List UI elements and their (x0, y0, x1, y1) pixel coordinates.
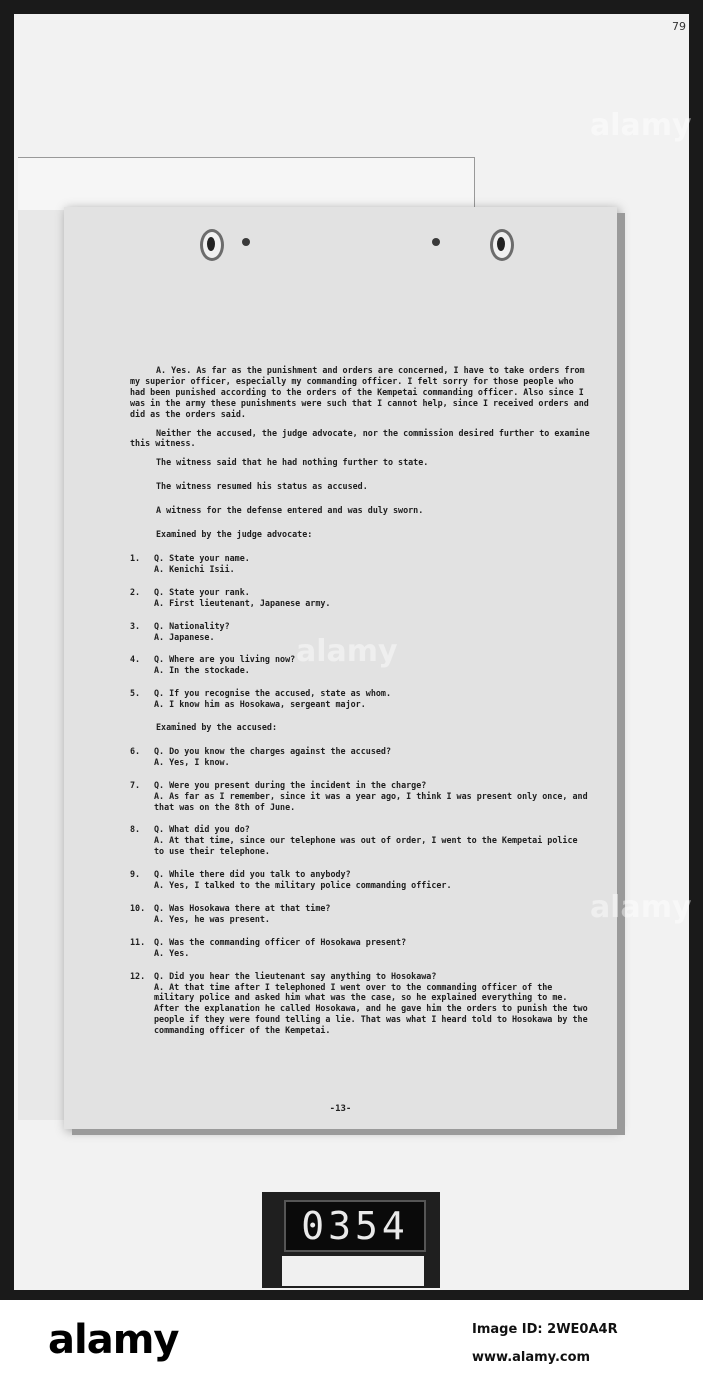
corner-mark: 79 (672, 20, 686, 33)
question: Q. Were you present during the incident in the charge? (154, 779, 427, 790)
watermark: alamy (590, 108, 692, 143)
answer: A. At that time after I telephoned I went over to the commanding officer of the military police and asked him what was the case, so he explained everything to me. After the explanation he called Hosokawa, and he gave him the orders to punish the two people if they were found telling a lie. That was what I heard told to Hosokawa by the commanding officer of the Kempetai. (154, 981, 588, 1036)
image-id: Image ID: 2WE0A4R (472, 1322, 618, 1337)
qa-number: 3. (130, 620, 141, 631)
qa-number: 10. (130, 903, 146, 913)
qa-item (130, 869, 590, 891)
question: Q. Nationality? (154, 620, 230, 631)
answer: A. I know him as Hosokawa, sergeant major. (154, 699, 366, 710)
question: Q. While there did you talk to anybody? (154, 869, 351, 880)
answer: A. At that time, since our telephone was out of order, I went to the Kempetai police to use their telephone. (154, 835, 578, 857)
question: Q. If you recognise the accused, state as whom. (154, 688, 391, 699)
paragraph: Neither the accused, the judge advocate, nor the commission desired further to examine this witness. (130, 427, 590, 449)
section-heading: Examined by the judge advocate: (156, 529, 313, 540)
page-number: -13- (329, 1104, 352, 1114)
answer: A. Kenichi Isii. (154, 563, 235, 574)
answer: A. First lieutenant, Japanese army. (154, 597, 331, 608)
qa-number: 6. (130, 745, 141, 756)
qa-item (130, 824, 590, 857)
qa-item (130, 971, 590, 1036)
punch-hole-icon (200, 229, 224, 261)
question: Q. State your rank. (154, 586, 250, 597)
qa-number: 2. (130, 586, 141, 597)
question: Q. What did you do? (154, 824, 250, 835)
question: Q. Do you know the charges against the accused? (154, 745, 391, 756)
question: Q. Did you hear the lieutenant say anything to Hosokawa? (154, 970, 437, 981)
answer: A. Yes, he was present. (154, 913, 270, 924)
punch-hole-icon (490, 229, 514, 261)
qa-number: 8. (130, 824, 141, 835)
answer: A. Yes. (154, 947, 190, 958)
paragraph: A. Yes. As far as the punishment and orders are concerned, I have to take orders from my superior officer, especially my commanding officer. I felt sorry for those people who had been punished according to the orders of the Kempetai commanding officer. Also since I was in the army these punishments were such that I cannot help, since I received orders and did as the orders said. (130, 365, 589, 419)
qa-number: 7. (130, 779, 141, 790)
sheet-edge (18, 210, 65, 1120)
statement: The witness said that he had nothing further to state. (156, 457, 429, 468)
answer: A. Yes, I know. (154, 756, 230, 767)
qa-number: 1. (130, 552, 141, 563)
question: Q. Was the commanding officer of Hosokawa present? (154, 936, 407, 947)
qa-item (130, 903, 590, 925)
frame-counter: 0354 (284, 1200, 426, 1252)
answer: A. Yes, I talked to the military police commanding officer. (154, 880, 452, 891)
qa-number: 4. (130, 654, 141, 665)
question: Q. Where are you living now? (154, 654, 296, 665)
qa-item (130, 937, 590, 959)
counter-label-strip (282, 1256, 424, 1286)
answer: A. As far as I remember, since it was a year ago, I think I was present only once, and that was on the 8th of June. (154, 790, 588, 812)
qa-item (130, 780, 590, 813)
qa-item (130, 746, 590, 768)
qa-item (130, 587, 590, 609)
stock-url: www.alamy.com (472, 1350, 591, 1365)
section-heading: Examined by the accused: (156, 722, 278, 733)
qa-item (130, 553, 590, 575)
card-flap (18, 157, 475, 211)
answer: A. In the stockade. (154, 665, 250, 676)
statement: A witness for the defense entered and was duly sworn. (156, 505, 424, 516)
watermark: alamy (590, 890, 692, 925)
punch-hole-icon (432, 238, 440, 246)
alamy-logo: alamy (48, 1317, 179, 1363)
qa-number: 11. (130, 936, 146, 947)
qa-number: 5. (130, 688, 141, 699)
punch-hole-icon (242, 238, 250, 246)
qa-number: 9. (130, 869, 141, 880)
answer: A. Japanese. (154, 631, 215, 642)
qa-item (130, 688, 590, 710)
qa-number: 12. (130, 970, 146, 981)
statement: The witness resumed his status as accused. (156, 481, 368, 492)
watermark: alamy (296, 634, 398, 669)
question: Q. State your name. (154, 552, 250, 563)
question: Q. Was Hosokawa there at that time? (154, 903, 331, 913)
transcript-text (130, 365, 590, 1048)
